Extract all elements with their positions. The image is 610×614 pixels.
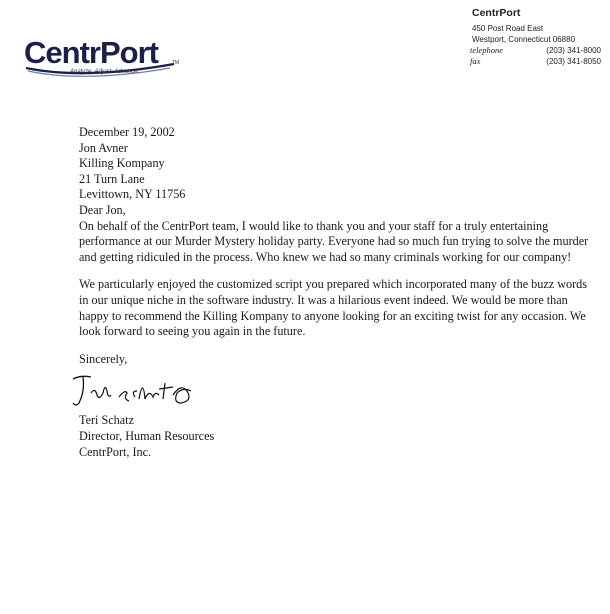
letter-body: [79, 125, 599, 460]
letterhead-company-name: CentrPort: [472, 7, 521, 19]
logo-trademark: TM: [172, 60, 180, 66]
logo-wordmark: CentrPort: [24, 35, 158, 70]
closing: Sincerely,: [79, 351, 128, 366]
recipient-company: Killing Kompany: [79, 156, 165, 171]
salutation: Dear Jon,: [79, 202, 126, 217]
recipient-address: [79, 141, 599, 203]
logo-tagline: Analyze. Adjust. Advance.: [70, 69, 140, 75]
signature: [69, 369, 229, 413]
letterhead-city: Westport, Connecticut 06880: [472, 35, 576, 44]
fax-number: (203) 341-8050: [546, 57, 601, 66]
paragraph-1: On behalf of the CentrPort team, I would like to thank you and your staff for a truly entertaining performance at our Murder Mystery holiday party. Everyone had so much fun trying to solve the murder and getting ridiculed in the process. Who knew we had so many criminals working for our company!: [79, 218, 589, 264]
phone-label: telephone: [470, 45, 504, 55]
recipient-city: Levittown, NY 11756: [79, 187, 186, 202]
recipient-name: Jon Avner: [79, 140, 128, 155]
company-logo: [24, 34, 184, 84]
signer-name: Teri Schatz: [79, 413, 134, 428]
handwritten-signature-icon: [69, 369, 229, 413]
paragraph-2: We particularly enjoyed the customized script you prepared which incorporated many of the buzz words in our unique niche in the software industry. It was a hilarious event indeed. We would be more than happy to recommend the Killing Kompany to anyone looking for an exciting twist for any occasion. We look forward to seeing you again in the future.: [79, 277, 588, 339]
signer-title: Director, Human Resources: [79, 428, 215, 443]
letter-date: December 19, 2002: [79, 125, 175, 139]
letterhead-phone-row: [472, 45, 604, 56]
fax-label: fax: [470, 56, 481, 66]
recipient-street: 21 Turn Lane: [79, 171, 145, 186]
signer-company: CentrPort, Inc.: [79, 444, 152, 459]
letterhead-fax-row: [472, 56, 604, 67]
letterhead-street: 450 Post Road East: [472, 24, 544, 33]
letterhead-address: [472, 5, 604, 67]
phone-number: (203) 341-8000: [546, 46, 601, 55]
